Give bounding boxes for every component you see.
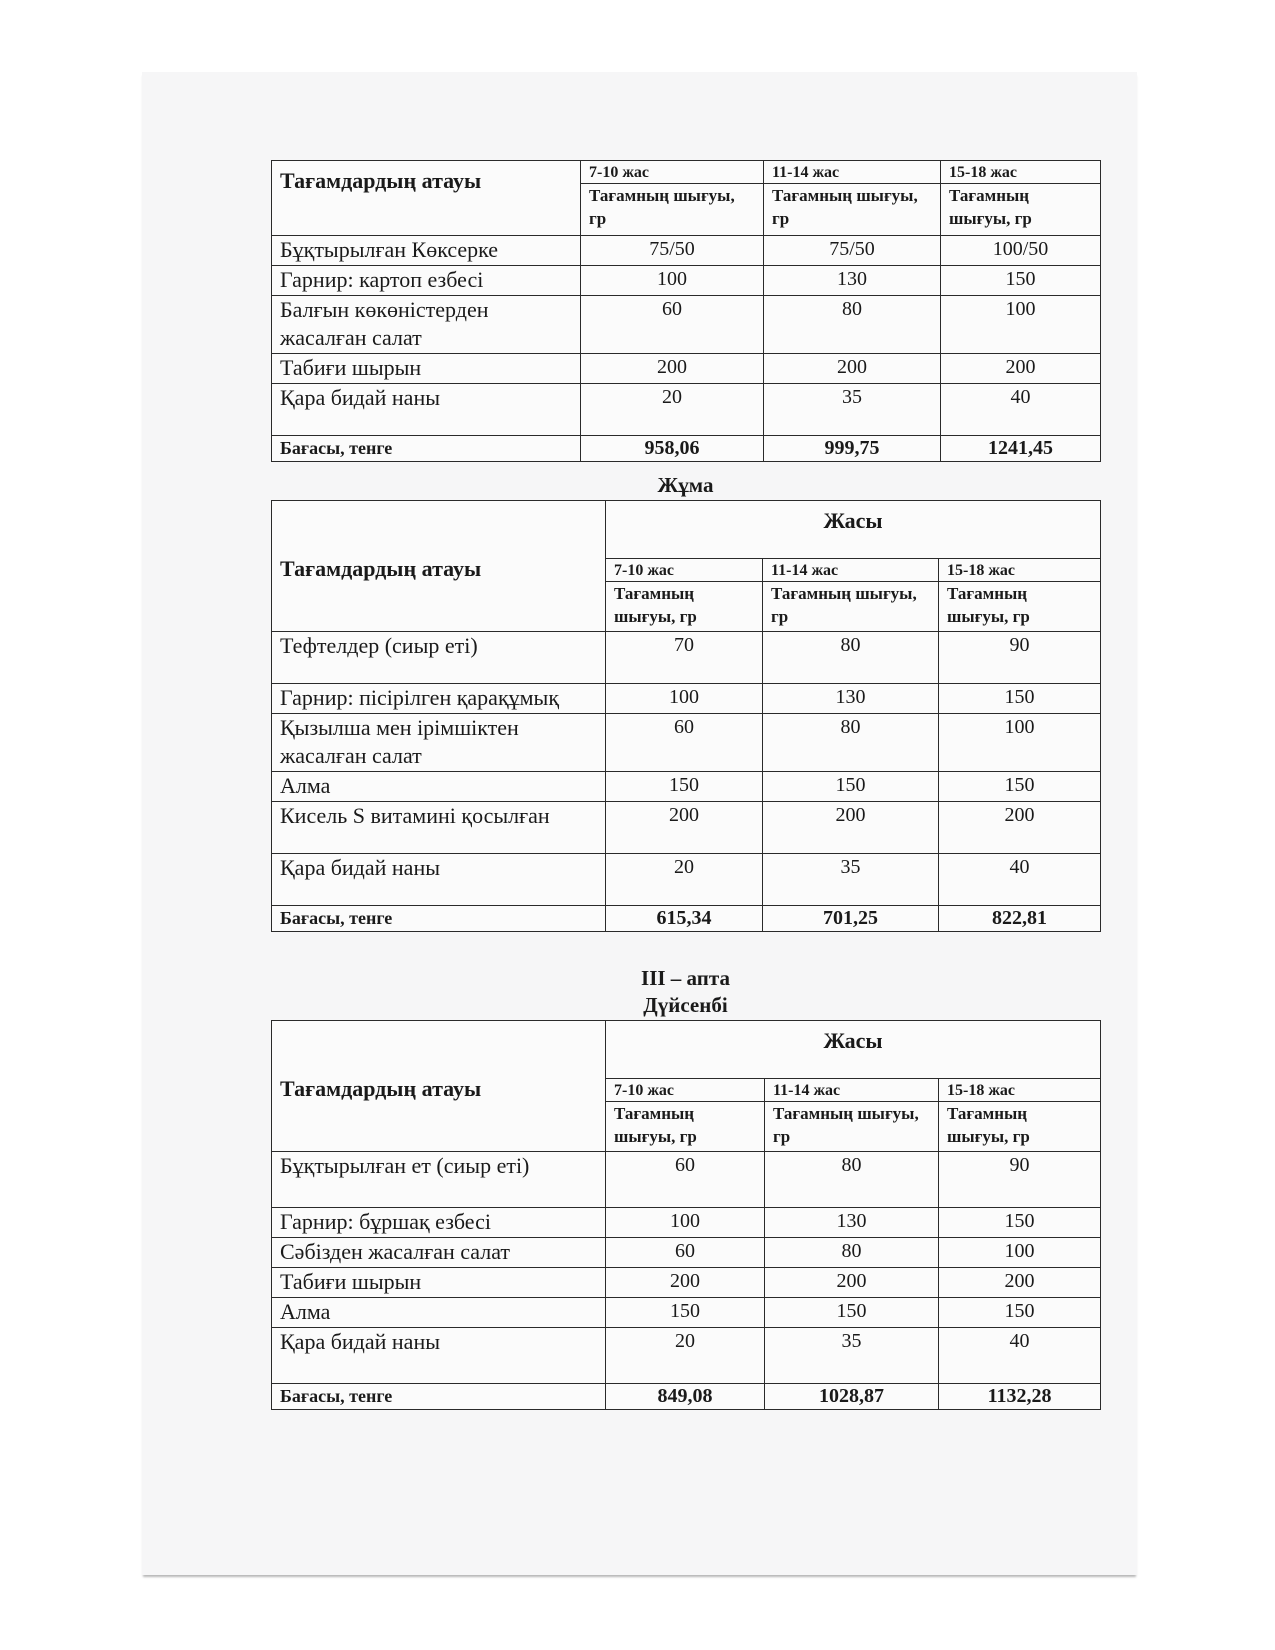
table-row bbox=[272, 1268, 1101, 1298]
table-row bbox=[272, 236, 1101, 266]
price-label: Бағасы, тенге bbox=[272, 906, 606, 932]
cell-value: 150 bbox=[606, 772, 763, 802]
column-header-dish-name: Тағамдардың атауы bbox=[272, 161, 581, 236]
dish-name: Алма bbox=[272, 772, 606, 802]
column-header-age-11-14: 11-14 жас bbox=[765, 1079, 939, 1102]
column-header-age-7-10: 7-10 жас bbox=[606, 1079, 765, 1102]
table-row bbox=[272, 1152, 1101, 1208]
cell-value: 200 bbox=[764, 354, 941, 384]
dish-name: Алма bbox=[272, 1298, 606, 1328]
table-row bbox=[272, 266, 1101, 296]
cell-value: 130 bbox=[763, 684, 939, 714]
dish-name: Тефтелдер (сиыр еті) bbox=[272, 632, 606, 684]
cell-value: 35 bbox=[764, 384, 941, 436]
table-row bbox=[272, 1298, 1101, 1328]
cell-value: 60 bbox=[606, 1152, 765, 1208]
column-subheader-yield: Тағамның шығуы, гр bbox=[941, 184, 1101, 236]
cell-value: 80 bbox=[764, 296, 941, 354]
day-title: Жұма bbox=[657, 473, 714, 497]
cell-value: 200 bbox=[581, 354, 764, 384]
cell-value: 200 bbox=[606, 802, 763, 854]
price-value: 615,34 bbox=[606, 906, 763, 932]
table-row bbox=[272, 354, 1101, 384]
price-value: 999,75 bbox=[764, 436, 941, 462]
cell-value: 200 bbox=[939, 802, 1101, 854]
cell-value: 200 bbox=[763, 802, 939, 854]
price-value: 958,06 bbox=[581, 436, 764, 462]
cell-value: 130 bbox=[764, 266, 941, 296]
cell-value: 100 bbox=[581, 266, 764, 296]
column-subheader-yield: Тағамның шығуы, гр bbox=[939, 582, 1101, 632]
cell-value: 200 bbox=[941, 354, 1101, 384]
cell-value: 20 bbox=[581, 384, 764, 436]
column-header-age-11-14: 11-14 жас bbox=[763, 559, 939, 582]
cell-value: 100 bbox=[606, 684, 763, 714]
cell-value: 150 bbox=[941, 266, 1101, 296]
price-value: 849,08 bbox=[606, 1384, 765, 1410]
table-row bbox=[272, 802, 1101, 854]
dish-name: Қара бидай наны bbox=[272, 854, 606, 906]
table-row bbox=[272, 684, 1101, 714]
cell-value: 100 bbox=[941, 296, 1101, 354]
column-header-dish-name: Тағамдардың атауы bbox=[272, 501, 606, 632]
column-subheader-yield: Тағамның шығуы, гр bbox=[764, 184, 941, 236]
column-subheader-yield: Тағамның шығуы, гр bbox=[763, 582, 939, 632]
cell-value: 150 bbox=[763, 772, 939, 802]
column-header-age-group: Жасы bbox=[606, 501, 1101, 559]
cell-value: 150 bbox=[606, 1298, 765, 1328]
price-value: 1241,45 bbox=[941, 436, 1101, 462]
table-row bbox=[272, 296, 1101, 354]
dish-name: Гарнир: бұршақ езбесі bbox=[272, 1208, 606, 1238]
table-row bbox=[272, 1238, 1101, 1268]
day-title: Дүйсенбі bbox=[643, 993, 728, 1017]
price-value: 701,25 bbox=[763, 906, 939, 932]
cell-value: 75/50 bbox=[764, 236, 941, 266]
column-header-age-7-10: 7-10 жас bbox=[606, 559, 763, 582]
price-row bbox=[272, 1384, 1101, 1410]
table-row bbox=[272, 1328, 1101, 1384]
column-header-age-15-18: 15-18 жас bbox=[939, 1079, 1101, 1102]
cell-value: 150 bbox=[765, 1298, 939, 1328]
table-row bbox=[272, 854, 1101, 906]
menu-table-1 bbox=[271, 160, 1101, 462]
column-header-age-15-18: 15-18 жас bbox=[941, 161, 1101, 184]
cell-value: 100 bbox=[939, 1238, 1101, 1268]
dish-name: Қара бидай наны bbox=[272, 1328, 606, 1384]
cell-value: 80 bbox=[763, 714, 939, 772]
column-subheader-yield: Тағамның шығуы, гр bbox=[581, 184, 764, 236]
cell-value: 80 bbox=[765, 1152, 939, 1208]
cell-value: 200 bbox=[939, 1268, 1101, 1298]
dish-name: Сәбізден жасалған салат bbox=[272, 1238, 606, 1268]
cell-value: 150 bbox=[939, 684, 1101, 714]
price-label: Бағасы, тенге bbox=[272, 1384, 606, 1410]
cell-value: 70 bbox=[606, 632, 763, 684]
table-row bbox=[272, 632, 1101, 684]
dish-name: Табиғи шырын bbox=[272, 1268, 606, 1298]
column-header-age-7-10: 7-10 жас bbox=[581, 161, 764, 184]
column-header-dish-name: Тағамдардың атауы bbox=[272, 1021, 606, 1152]
price-value: 1132,28 bbox=[939, 1384, 1101, 1410]
cell-value: 130 bbox=[765, 1208, 939, 1238]
table-row bbox=[272, 772, 1101, 802]
column-subheader-yield: Тағамның шығуы, гр bbox=[606, 1102, 765, 1152]
dish-name: Бұқтырылған ет (сиыр еті) bbox=[272, 1152, 606, 1208]
cell-value: 35 bbox=[765, 1328, 939, 1384]
price-value: 822,81 bbox=[939, 906, 1101, 932]
cell-value: 60 bbox=[581, 296, 764, 354]
dish-name: Балғын көкөністерден жасалған салат bbox=[272, 296, 581, 354]
column-header-age-group: Жасы bbox=[606, 1021, 1101, 1079]
cell-value: 200 bbox=[765, 1268, 939, 1298]
cell-value: 90 bbox=[939, 632, 1101, 684]
cell-value: 20 bbox=[606, 854, 763, 906]
cell-value: 60 bbox=[606, 1238, 765, 1268]
cell-value: 100 bbox=[606, 1208, 765, 1238]
column-subheader-yield: Тағамның шығуы, гр bbox=[939, 1102, 1101, 1152]
cell-value: 200 bbox=[606, 1268, 765, 1298]
price-row bbox=[272, 436, 1101, 462]
table-row bbox=[272, 714, 1101, 772]
cell-value: 40 bbox=[941, 384, 1101, 436]
menu-table-3 bbox=[271, 1020, 1101, 1410]
dish-name: Гарнир: картоп езбесі bbox=[272, 266, 581, 296]
cell-value: 90 bbox=[939, 1152, 1101, 1208]
cell-value: 40 bbox=[939, 854, 1101, 906]
cell-value: 80 bbox=[765, 1238, 939, 1268]
price-row bbox=[272, 906, 1101, 932]
dish-name: Қара бидай наны bbox=[272, 384, 581, 436]
cell-value: 80 bbox=[763, 632, 939, 684]
cell-value: 75/50 bbox=[581, 236, 764, 266]
dish-name: Кисель S витамині қосылған bbox=[272, 802, 606, 854]
menu-table-2 bbox=[271, 500, 1101, 932]
cell-value: 60 bbox=[606, 714, 763, 772]
column-subheader-yield: Тағамның шығуы, гр bbox=[765, 1102, 939, 1152]
cell-value: 100 bbox=[939, 714, 1101, 772]
dish-name: Қызылша мен ірімшіктен жасалған салат bbox=[272, 714, 606, 772]
cell-value: 150 bbox=[939, 772, 1101, 802]
table-row bbox=[272, 1208, 1101, 1238]
dish-name: Табиғи шырын bbox=[272, 354, 581, 384]
cell-value: 40 bbox=[939, 1328, 1101, 1384]
column-header-age-15-18: 15-18 жас bbox=[939, 559, 1101, 582]
column-subheader-yield: Тағамның шығуы, гр bbox=[606, 582, 763, 632]
dish-name: Бұқтырылған Көксерке bbox=[272, 236, 581, 266]
cell-value: 100/50 bbox=[941, 236, 1101, 266]
price-label: Бағасы, тенге bbox=[272, 436, 581, 462]
cell-value: 150 bbox=[939, 1208, 1101, 1238]
cell-value: 35 bbox=[763, 854, 939, 906]
dish-name: Гарнир: пісірілген қарақұмық bbox=[272, 684, 606, 714]
column-header-age-11-14: 11-14 жас bbox=[764, 161, 941, 184]
cell-value: 150 bbox=[939, 1298, 1101, 1328]
table-row bbox=[272, 384, 1101, 436]
price-value: 1028,87 bbox=[765, 1384, 939, 1410]
cell-value: 20 bbox=[606, 1328, 765, 1384]
week-title: ІІІ – апта bbox=[641, 966, 730, 990]
